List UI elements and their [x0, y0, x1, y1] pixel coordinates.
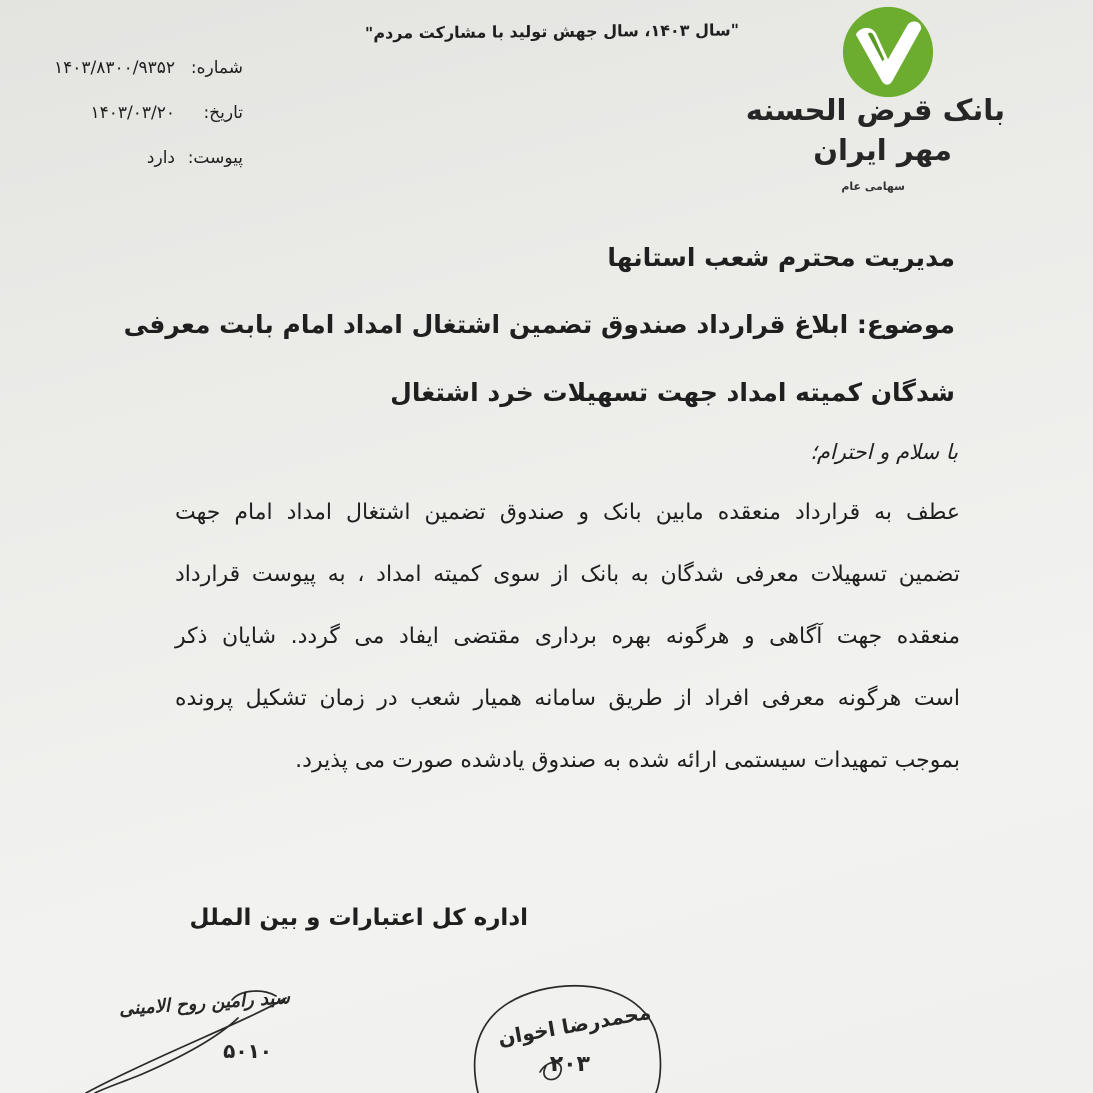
mehr-iran-logo-icon — [842, 6, 934, 98]
bank-name-line-1: بانک قرض الحسنه — [745, 93, 1005, 127]
signatory-2-name: محمدرضا اخوان — [496, 999, 653, 1051]
letter-number-row — [0, 52, 250, 97]
year-slogan: "سال ۱۴۰۳، سال جهش تولید با مشارکت مردم" — [364, 20, 740, 43]
body-line: تضمین تسهیلات معرفی شدگان به بانک از سوی کمیته امداد ، به پیوست قرارداد — [175, 562, 960, 587]
signatory-1-code: ۵۰۱۰ — [223, 1039, 272, 1063]
signature-1-second-stroke — [95, 1018, 238, 1093]
body-line: منعقده جهت آگاهی و هرگونه بهره برداری مقتضی ایفاد می گردد. شایان ذکر — [175, 624, 960, 649]
letter-body — [175, 482, 960, 792]
signatory-2-code: ۲۰۳ — [549, 1052, 590, 1077]
letter-attachment-value: دارد — [146, 148, 175, 168]
letter-date-value: ۱۴۰۳/۰۳/۲۰ — [90, 103, 175, 123]
letter-meta — [0, 52, 250, 187]
letter-attachment-label: پیوست: — [187, 148, 243, 168]
letter-attachment-row — [0, 142, 250, 187]
letter-subject-line-1: موضوع: ابلاغ قرارداد صندوق تضمین اشتغال امداد امام بابت معرفی — [123, 310, 955, 339]
letter-number-label: شماره: — [190, 58, 243, 78]
letter-subject-line-2: شدگان کمیته امداد جهت تسهیلات خرد اشتغال — [390, 378, 955, 407]
signatory-1-name: سید رامین روح الامینی — [118, 987, 291, 1020]
issuing-department: اداره کل اعتبارات و بین الملل — [189, 905, 528, 931]
letter-recipient: مدیریت محترم شعب استانها — [607, 243, 955, 272]
letter-date-row — [0, 97, 250, 142]
letter-number-value: ۱۴۰۳/۸۳۰۰/۹۳۵۲ — [53, 58, 175, 78]
letter-greeting: با سلام و احترام؛ — [810, 440, 958, 464]
body-line: عطف به قرارداد منعقده مابین بانک و صندوق تضمین اشتغال امداد امام جهت — [175, 500, 960, 525]
letter-date-label: تاریخ: — [203, 103, 243, 123]
bank-name-line-2: مهر ایران — [813, 133, 952, 167]
body-line: بموجب تمهیدات سیستمی ارائه شده به صندوق یادشده صورت می پذیرد. — [295, 748, 960, 773]
bank-company-type: سهامی عام — [841, 180, 905, 193]
body-line: است هرگونه معرفی افراد از طریق سامانه همیار شعب در زمان تشکیل پرونده — [175, 686, 960, 711]
